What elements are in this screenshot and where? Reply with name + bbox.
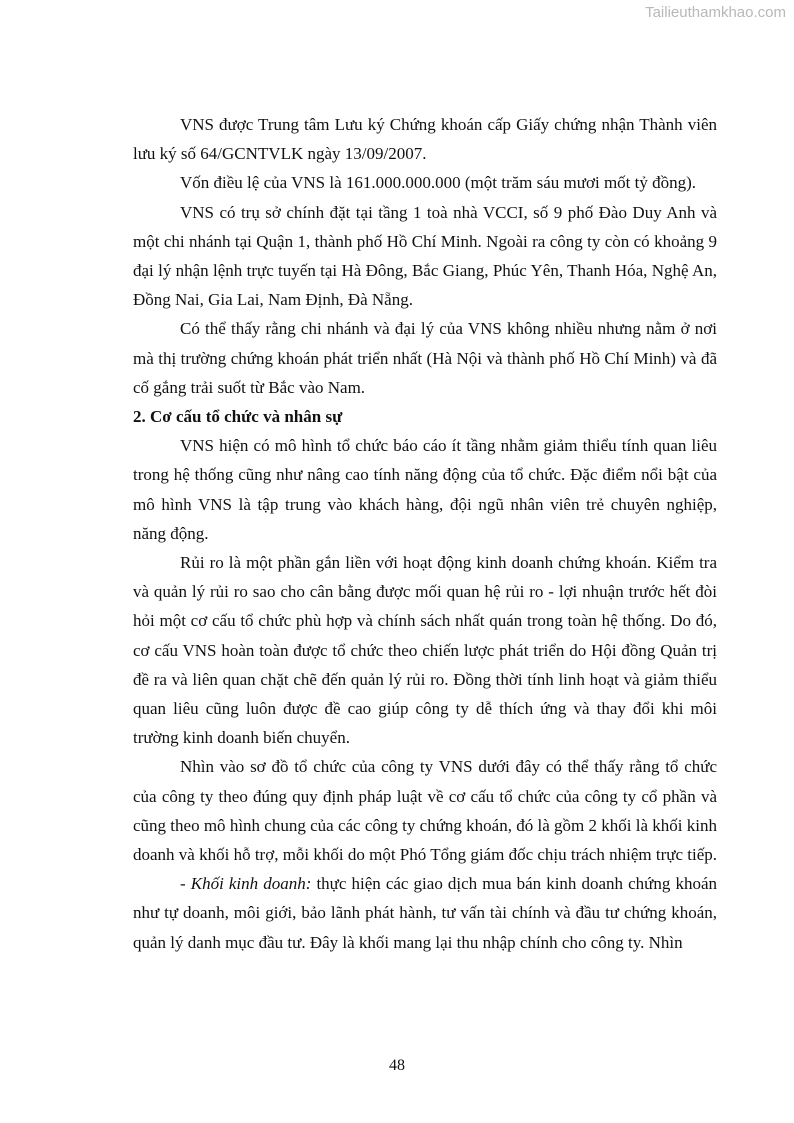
list-dash: - [180,874,191,894]
watermark: Tailieuthamkhao.com [645,4,786,21]
business-division-term: Khối kinh doanh: [190,874,312,894]
paragraph-business-division [133,869,717,957]
page-number: 48 [389,1057,405,1074]
paragraph-risk-management: Rủi ro là một phần gắn liền với hoạt động kinh doanh chứng khoán. Kiểm tra và quản lý rủi ro sao cho cân bằng được mối quan hệ rủi ro - lợi nhuận trước hết đòi hỏi một cơ cấu tổ chức phù hợp và chính sách nhất quán trong toàn hệ thống. Do đó, cơ cấu VNS hoàn toàn được tổ chức theo chiến lược phát triển do Hội đồng Quản trị đề ra và liên quan chặt chẽ đến quản lý rủi ro. Đồng thời tính linh hoạt và giảm thiểu quan liêu cũng luôn được đề cao giúp công ty dễ thích ứng và thay đổi khi môi trường kinh doanh biến chuyển. [133,553,717,748]
paragraph-org-chart-intro: Nhìn vào sơ đồ tổ chức của công ty VNS dưới đây có thể thấy rằng tổ chức của công ty theo đúng quy định pháp luật về cơ cấu tổ chức của công ty cổ phần và cũng theo mô hình chung của các công ty chứng khoán, đó là gồm 2 khối là khối kinh doanh và khối hỗ trợ, mỗi khối do một Phó Tổng giám đốc chịu trách nhiệm trực tiếp. [133,757,717,865]
business-division-text: thực hiện các giao dịch mua bán kinh doanh chứng khoán như tự doanh, môi giới, bảo lãnh phát hành, tư vấn tài chính và đầu tư chứng khoán, quản lý danh mục đầu tư. Đây là khối mang lại thu nhập chính cho công ty. Nhìn [133,874,717,952]
paragraph-org-model: VNS hiện có mô hình tổ chức báo cáo ít tầng nhằm giảm thiểu tính quan liêu trong hệ thống cũng như nâng cao tính năng động của tổ chức. Đặc điểm nổi bật của mô hình VNS là tập trung vào khách hàng, đội ngũ nhân viên trẻ chuyên nghiệp, năng động. [133,436,717,543]
document-body [133,110,717,957]
section-heading: 2. Cơ cấu tổ chức và nhân sự [133,407,343,427]
paragraph-headquarters: VNS có trụ sở chính đặt tại tầng 1 toà nhà VCCI, số 9 phố Đào Duy Anh và một chi nhánh tại Quận 1, thành phố Hồ Chí Minh. Ngoài ra công ty còn có khoảng 9 đại lý nhận lệnh trực tuyến tại Hà Đông, Bắc Giang, Phúc Yên, Thanh Hóa, Nghệ An, Đồng Nai, Gia Lai, Nam Định, Đà Nẵng. [133,202,717,310]
paragraph-depository-license: VNS được Trung tâm Lưu ký Chứng khoán cấp Giấy chứng nhận Thành viên lưu ký số 64/GCNTVLK ngày 13/09/2007. [133,115,717,164]
paragraph-branch-network: Có thể thấy rằng chi nhánh và đại lý của VNS không nhiều nhưng nằm ở nơi mà thị trường chứng khoán phát triển nhất (Hà Nội và thành phố Hồ Chí Minh) và đã cố gắng trải suốt từ Bắc vào Nam. [133,319,717,397]
paragraph-charter-capital: Vốn điều lệ của VNS là 161.000.000.000 (một trăm sáu mươi mốt tỷ đồng). [180,173,697,193]
